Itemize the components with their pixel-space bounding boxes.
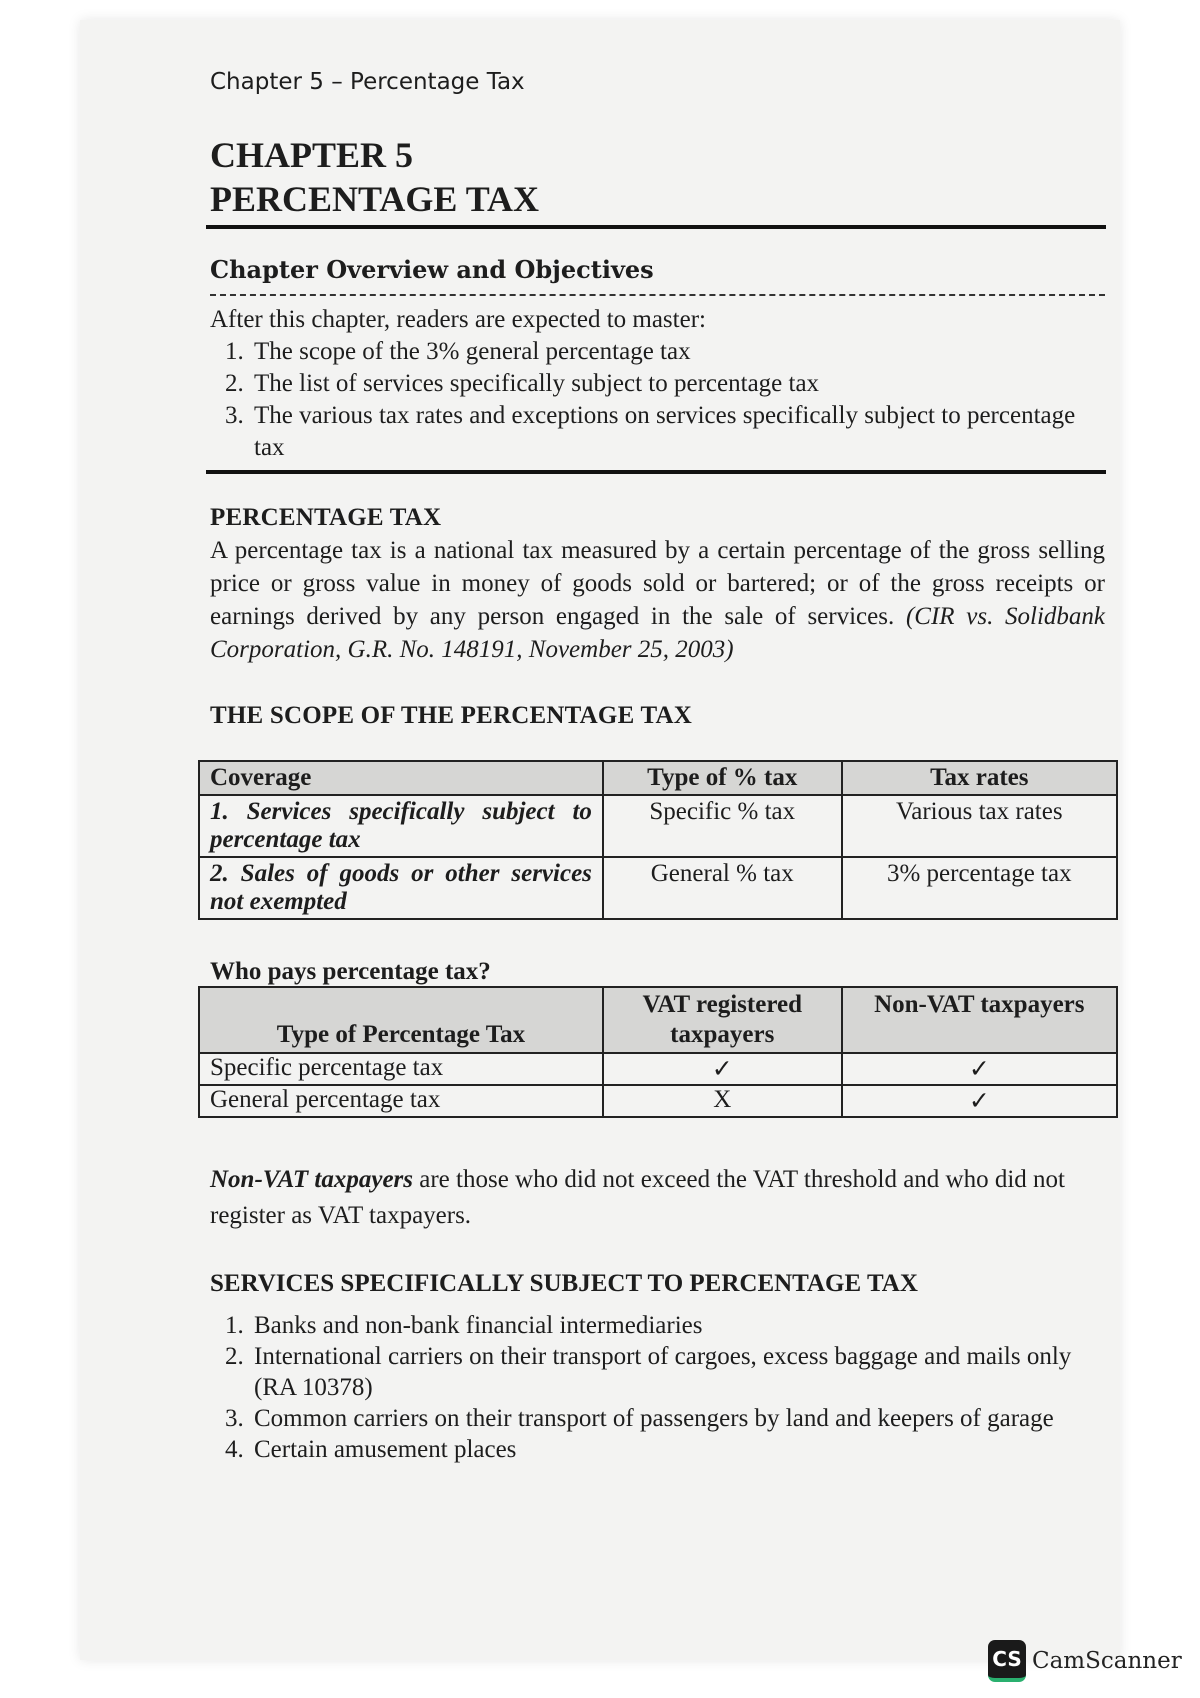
service-item: 3. Common carriers on their transport of passengers by land and keepers of garage [250, 1403, 1105, 1434]
nonvat-mark: ✓ [842, 1085, 1117, 1117]
service-item: 2. International carriers on their transport of cargoes, excess baggage and mails only (RA 10378) [250, 1341, 1105, 1403]
who-pays-heading: Who pays percentage tax? [210, 958, 491, 985]
overview-bottom-rule [206, 470, 1106, 474]
col-type: Type of % tax [603, 761, 842, 795]
services-heading: SERVICES SPECIFICALLY SUBJECT TO PERCENTAGE TAX [210, 1270, 918, 1297]
col-vat: VAT registered taxpayers [603, 987, 842, 1053]
definition-text: A percentage tax is a national tax measured by a certain percentage of the gross selling price or gross value in money of goods sold or bartered; or of the gross receipts or earnings derived by any person engaged in the sale of services. [210, 537, 1105, 630]
col-tax-type: Type of Percentage Tax [199, 987, 603, 1053]
chapter-title [210, 133, 1105, 221]
scanned-page [80, 20, 1120, 1660]
nonvat-note [210, 1162, 1105, 1234]
type-cell: General % tax [603, 857, 842, 919]
scope-table [198, 760, 1118, 920]
objective-item: 1. The scope of the 3% general percentage tax [250, 336, 1105, 368]
table-row [199, 1053, 1117, 1085]
running-head: Chapter 5 – Percentage Tax [210, 69, 525, 95]
table-row [199, 857, 1117, 919]
table-row [199, 1085, 1117, 1117]
definition-section [210, 504, 1105, 666]
objective-item: 3. The various tax rates and exceptions on services specifically subject to percentage tax [250, 400, 1105, 464]
nonvat-term: Non-VAT taxpayers [210, 1166, 414, 1193]
overview-heading: Chapter Overview and Objectives [210, 255, 654, 284]
coverage-cell: 2. Sales of goods or other services not exempted [199, 857, 603, 919]
service-item: 1. Banks and non-bank financial intermediaries [250, 1310, 1105, 1341]
col-rates: Tax rates [842, 761, 1117, 795]
objectives-list [210, 336, 1105, 464]
table-header-row [199, 761, 1117, 795]
scope-heading: THE SCOPE OF THE PERCENTAGE TAX [210, 702, 692, 729]
chapter-number: CHAPTER 5 [210, 135, 414, 175]
coverage-cell: 1. Services specifically subject to percentage tax [199, 795, 603, 857]
camscanner-wordmark: CamScanner [1032, 1648, 1182, 1674]
camscanner-watermark [988, 1640, 1182, 1682]
page-content [210, 65, 1105, 1465]
type-cell: Specific % tax [603, 795, 842, 857]
definition-citation: (CIR vs. Solidbank Corporation, G.R. No. 148191, November 25, 2003) [210, 603, 1106, 663]
tax-type-cell: Specific percentage tax [199, 1053, 603, 1085]
overview-dashed-rule [210, 294, 1105, 296]
services-list [210, 1310, 1105, 1465]
chapter-name: PERCENTAGE TAX [210, 179, 540, 219]
nonvat-mark: ✓ [842, 1053, 1117, 1085]
vat-mark: ✓ [603, 1053, 842, 1085]
title-rule [206, 225, 1106, 229]
definition-paragraph [210, 534, 1105, 666]
service-item: 4. Certain amusement places [250, 1434, 1105, 1465]
table-row [199, 795, 1117, 857]
col-coverage: Coverage [199, 761, 603, 795]
col-nonvat: Non-VAT taxpayers [842, 987, 1117, 1053]
rate-cell: Various tax rates [842, 795, 1117, 857]
nonvat-text: are those who did not exceed the VAT threshold and who did not register as VAT taxpayers. [210, 1166, 1065, 1229]
tax-type-cell: General percentage tax [199, 1085, 603, 1117]
vat-mark: X [603, 1085, 842, 1117]
rate-cell: 3% percentage tax [842, 857, 1117, 919]
table-header-row [199, 987, 1117, 1053]
objective-item: 2. The list of services specifically subject to percentage tax [250, 368, 1105, 400]
camscanner-logo-icon: CS [988, 1640, 1026, 1682]
who-pays-table [198, 986, 1118, 1118]
definition-heading: PERCENTAGE TAX [210, 504, 442, 531]
overview-intro: After this chapter, readers are expected to master: [210, 306, 706, 333]
